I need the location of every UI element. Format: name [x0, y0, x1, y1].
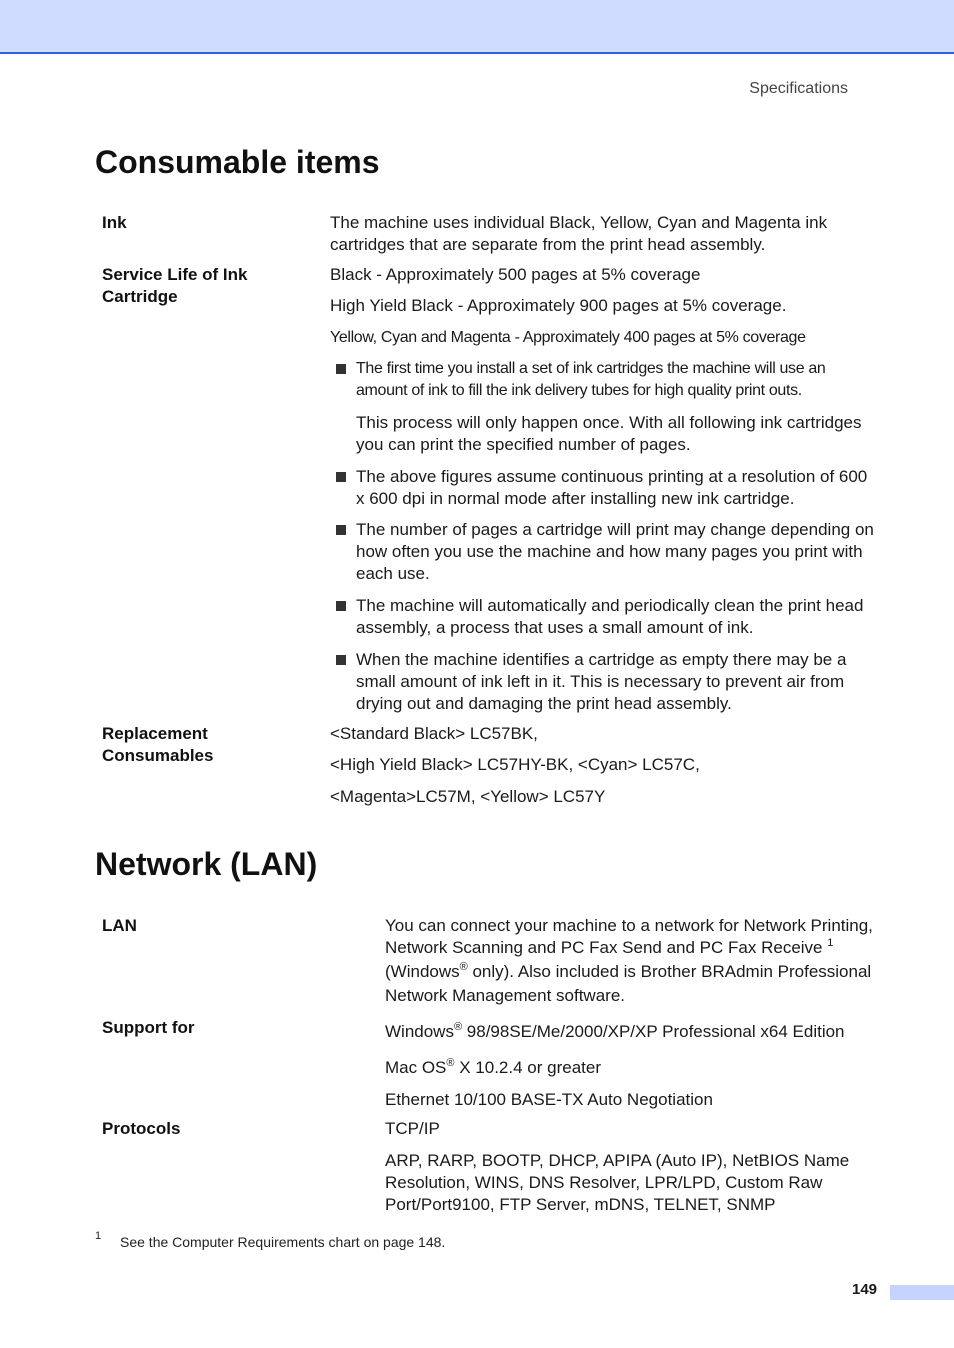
service-life-label-line2: Cartridge	[102, 287, 178, 306]
bullet-text: When the machine identifies a cartridge as empty there may be a small amount of ink left in it. This is necessary to prevent air from drying out and damaging the print head assembly.	[356, 650, 847, 713]
lan-label: LAN	[102, 916, 137, 935]
page-number: 149	[852, 1281, 878, 1298]
network-heading: Network (LAN)	[95, 846, 318, 882]
ink-description: The machine uses individual Black, Yellow, Cyan and Magenta ink cartridges that are separate from the print head assembly.	[330, 213, 828, 254]
replacement-high-yield-cyan: <High Yield Black> LC57HY-BK, <Cyan> LC57C,	[330, 755, 700, 774]
registered-mark: ®	[453, 1021, 463, 1033]
mac-version: X 10.2.4 or greater	[454, 1058, 601, 1077]
windows-versions: 98/98SE/Me/2000/XP/XP Professional x64 Edition	[462, 1022, 845, 1041]
service-life-high-yield: High Yield Black - Approximately 900 pages at 5% coverage.	[330, 296, 787, 315]
support-mac	[385, 1057, 890, 1081]
lan-text-b: (Windows	[385, 962, 460, 981]
square-bullet-icon	[336, 525, 346, 535]
ink-label: Ink	[102, 213, 127, 232]
service-life-color: Yellow, Cyan and Magenta - Approximately 400 pages at 5% coverage	[330, 329, 806, 346]
running-header: Specifications	[749, 80, 848, 97]
square-bullet-icon	[336, 601, 346, 611]
square-bullet-icon	[336, 364, 346, 374]
square-bullet-icon	[336, 472, 346, 482]
support-ethernet: Ethernet 10/100 BASE-TX Auto Negotiation	[385, 1090, 713, 1109]
bullet-text: The first time you install a set of ink cartridges the machine will use an amount of ink to fill the ink delivery tubes for high quality print outs.	[356, 360, 826, 399]
support-windows	[385, 1021, 905, 1045]
windows-text: Windows	[385, 1022, 454, 1041]
protocols-list: ARP, RARP, BOOTP, DHCP, APIPA (Auto IP), NetBIOS Name Resolution, WINS, DNS Resolver, LPR/LPD, Custom Raw Port/Port9100, FTP Server, mDNS, TELNET, SNMP	[385, 1151, 850, 1214]
footnote-number: 1	[95, 1230, 102, 1242]
registered-mark: ®	[446, 1057, 455, 1069]
footnote-ref: 1	[827, 937, 834, 949]
lan-description	[385, 915, 890, 1007]
replacement-label-line2: Consumables	[102, 746, 214, 765]
mac-text: Mac OS	[385, 1058, 447, 1077]
support-label: Support for	[102, 1018, 195, 1037]
bullet-note: This process will only happen once. With all following ink cartridges you can print the specified number of pages.	[356, 413, 862, 454]
replacement-standard-black: <Standard Black> LC57BK,	[330, 724, 538, 743]
replacement-label-line1: Replacement	[102, 724, 208, 743]
square-bullet-icon	[336, 655, 346, 665]
bullet-text: The machine will automatically and periodically clean the print head assembly, a process that uses a small amount of ink.	[356, 596, 864, 637]
bullet-text: The above figures assume continuous printing at a resolution of 600 x 600 dpi in normal mode after installing new ink cartridge.	[356, 467, 868, 508]
service-life-label	[102, 264, 302, 308]
consumables-heading: Consumable items	[95, 144, 380, 180]
lan-text-c: only). Also included is Brother BRAdmin Professional Network Management software.	[385, 962, 872, 1005]
lan-text-a: You can connect your machine to a network for Network Printing, Network Scanning and PC Fax Send and PC Fax Receive	[385, 916, 873, 957]
service-life-label-line1: Service Life of Ink	[102, 265, 248, 284]
registered-mark: ®	[459, 961, 468, 973]
replacement-magenta-yellow: <Magenta>LC57M, <Yellow> LC57Y	[330, 787, 606, 806]
bullet-text: The number of pages a cartridge will print may change depending on how often you use the machine and how many pages you print with each use.	[356, 520, 874, 583]
service-life-black: Black - Approximately 500 pages at 5% coverage	[330, 265, 701, 284]
protocols-label: Protocols	[102, 1119, 181, 1138]
page-tab-decoration	[890, 1285, 954, 1300]
top-color-band	[0, 0, 954, 54]
replacement-label	[102, 723, 302, 767]
footnote-text: See the Computer Requirements chart on page 148.	[120, 1234, 446, 1250]
protocols-tcpip: TCP/IP	[385, 1119, 440, 1138]
